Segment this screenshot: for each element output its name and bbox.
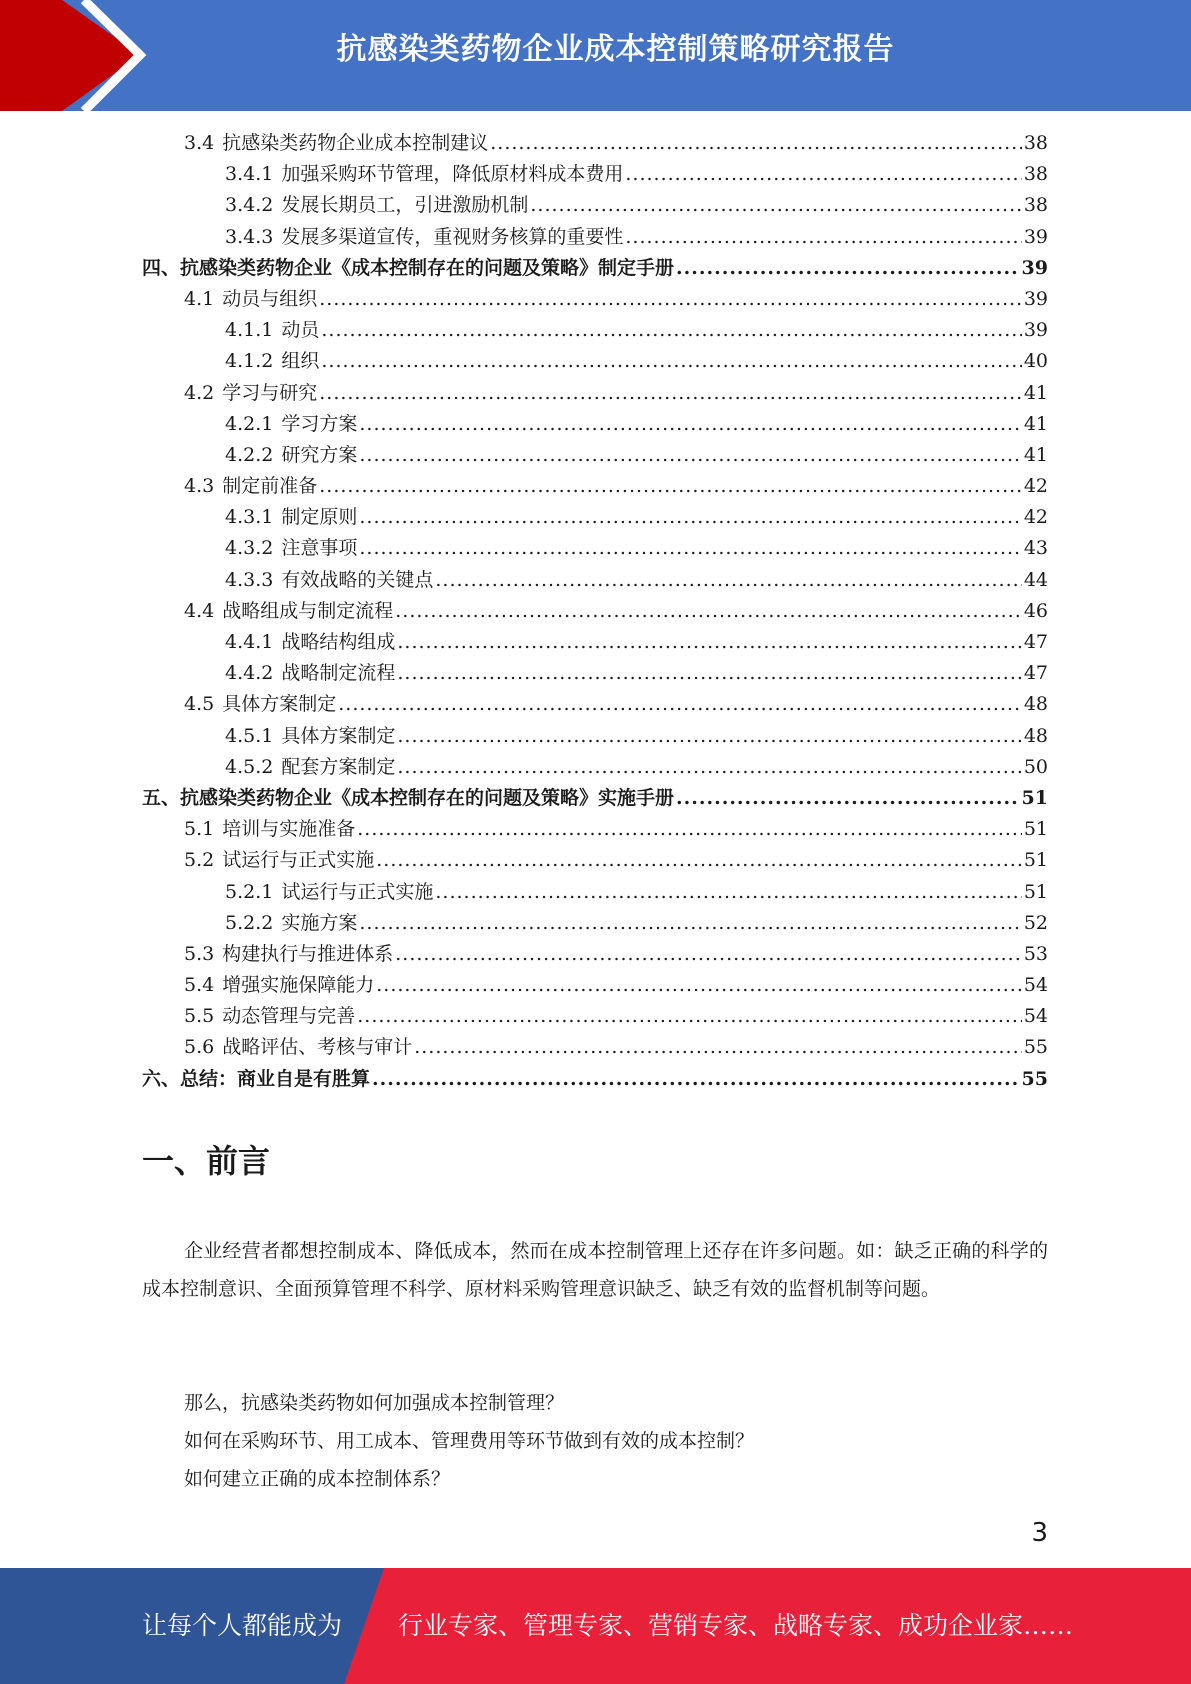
toc-leader-dots xyxy=(397,721,1021,752)
page-header xyxy=(0,0,1191,111)
toc-entry-number: 4.1.2 xyxy=(225,350,274,373)
toc-entry-title: 动员 xyxy=(281,319,320,342)
toc-entry-number: 4.1 xyxy=(184,287,215,310)
toc-entry-title: 配套方案制定 xyxy=(281,755,396,778)
toc-entry-title: 试运行与正式实施 xyxy=(281,880,434,903)
toc-entry-number: 4.3.2 xyxy=(225,537,274,560)
toc-entry[interactable] xyxy=(142,471,1048,502)
toc-entry[interactable] xyxy=(142,1064,1048,1095)
toc-entry-number: 5.2.1 xyxy=(225,880,274,903)
footer-slogan-left: 让每个人都能成为 xyxy=(142,1611,343,1640)
toc-entry-number: 4.3 xyxy=(184,475,215,498)
toc-entry-title: 试运行与正式实施 xyxy=(222,849,375,872)
toc-leader-dots xyxy=(414,1032,1022,1063)
table-of-contents xyxy=(142,128,1048,1095)
toc-leader-dots xyxy=(397,658,1021,689)
toc-entry-page: 48 xyxy=(1023,724,1048,747)
toc-leader-dots xyxy=(435,565,1021,596)
question-item: 那么，抗感染类药物如何加强成本控制管理？ xyxy=(184,1392,565,1414)
toc-entry-title: 有效战略的关键点 xyxy=(281,568,434,591)
toc-entry-page: 50 xyxy=(1023,755,1048,778)
toc-entry[interactable] xyxy=(142,970,1048,1001)
toc-entry[interactable] xyxy=(142,159,1048,190)
toc-entry-number: 4.5.1 xyxy=(225,724,274,747)
toc-entry[interactable] xyxy=(142,939,1048,970)
toc-entry-number: 4.5.2 xyxy=(225,755,274,778)
toc-entry-page: 54 xyxy=(1023,974,1048,997)
toc-entry-page: 40 xyxy=(1023,350,1048,373)
section-heading: 一、前言 xyxy=(142,1142,271,1180)
toc-entry-number: 4.2 xyxy=(184,381,215,404)
toc-leader-dots xyxy=(359,502,1021,533)
toc-entry-number: 4.2.2 xyxy=(225,443,274,466)
toc-entry-number: 5.4 xyxy=(184,974,215,997)
toc-leader-dots xyxy=(397,627,1021,658)
toc-leader-dots xyxy=(490,128,1022,159)
toc-entry[interactable] xyxy=(142,253,1048,284)
toc-entry-title: 研究方案 xyxy=(281,443,358,466)
toc-leader-dots xyxy=(676,783,1020,814)
toc-entry[interactable] xyxy=(142,440,1048,471)
toc-entry[interactable] xyxy=(142,378,1048,409)
toc-leader-dots xyxy=(321,346,1021,377)
toc-entry-title: 组织 xyxy=(281,350,320,373)
toc-entry[interactable] xyxy=(142,533,1048,564)
toc-entry-page: 54 xyxy=(1023,1005,1048,1028)
toc-entry-page: 42 xyxy=(1023,475,1048,498)
toc-entry[interactable] xyxy=(142,346,1048,377)
toc-leader-dots xyxy=(395,596,1022,627)
toc-entry-title: 发展多渠道宣传，重视财务核算的重要性 xyxy=(281,225,624,248)
toc-entry-title: 四、抗感染类药物企业《成本控制存在的问题及策略》制定手册 xyxy=(142,256,675,279)
toc-entry-page: 47 xyxy=(1023,662,1048,685)
toc-entry-number: 4.4 xyxy=(184,599,215,622)
toc-leader-dots xyxy=(397,752,1021,783)
toc-entry-title: 培训与实施准备 xyxy=(222,818,356,841)
toc-leader-dots xyxy=(359,409,1021,440)
toc-entry-page: 51 xyxy=(1023,880,1048,903)
toc-entry-page: 53 xyxy=(1023,942,1048,965)
toc-entry-number: 4.5 xyxy=(184,693,215,716)
toc-leader-dots xyxy=(625,222,1021,253)
toc-entry-number: 5.5 xyxy=(184,1005,215,1028)
question-list xyxy=(184,1384,754,1498)
toc-entry-title: 抗感染类药物企业成本控制建议 xyxy=(222,132,489,154)
toc-entry[interactable] xyxy=(142,284,1048,315)
toc-entry[interactable] xyxy=(142,1032,1048,1063)
toc-entry[interactable] xyxy=(142,596,1048,627)
toc-entry-page: 39 xyxy=(1023,319,1048,342)
toc-entry[interactable] xyxy=(142,658,1048,689)
toc-entry-title: 五、抗感染类药物企业《成本控制存在的问题及策略》实施手册 xyxy=(142,786,675,809)
toc-entry[interactable] xyxy=(142,814,1048,845)
toc-entry[interactable] xyxy=(142,565,1048,596)
toc-entry-page: 55 xyxy=(1023,1036,1048,1059)
toc-entry[interactable] xyxy=(142,908,1048,939)
toc-entry-title: 发展长期员工，引进激励机制 xyxy=(281,194,529,217)
toc-entry-title: 动员与组织 xyxy=(222,287,318,310)
toc-entry-page: 41 xyxy=(1023,412,1048,435)
toc-leader-dots xyxy=(319,378,1022,409)
toc-entry-page: 38 xyxy=(1023,163,1048,186)
toc-entry-page: 51 xyxy=(1023,818,1048,841)
toc-entry-page: 51 xyxy=(1021,786,1048,809)
toc-entry[interactable] xyxy=(142,689,1048,720)
toc-entry-title: 动态管理与完善 xyxy=(222,1005,356,1028)
toc-entry-title: 实施方案 xyxy=(281,911,358,934)
toc-entry-title: 战略结构组成 xyxy=(281,631,396,653)
toc-leader-dots xyxy=(435,877,1021,908)
toc-entry-page: 42 xyxy=(1023,506,1048,529)
toc-entry-page: 39 xyxy=(1021,256,1048,279)
toc-leader-dots xyxy=(625,159,1021,190)
toc-entry[interactable] xyxy=(142,783,1048,814)
toc-leader-dots xyxy=(376,845,1022,876)
toc-entry-number: 3.4.3 xyxy=(225,225,274,248)
toc-entry[interactable] xyxy=(142,502,1048,533)
toc-leader-dots xyxy=(321,315,1021,346)
toc-entry[interactable] xyxy=(142,190,1048,221)
toc-entry-title: 制定前准备 xyxy=(222,475,318,498)
toc-entry-page: 46 xyxy=(1023,599,1048,622)
toc-entry-number: 5.2 xyxy=(184,849,215,872)
toc-entry-title: 制定原则 xyxy=(281,506,358,529)
toc-entry[interactable] xyxy=(142,721,1048,752)
page-footer xyxy=(0,1568,1191,1684)
toc-entry-title: 注意事项 xyxy=(281,537,358,560)
question-item: 如何在采购环节、用工成本、管理费用等环节做到有效的成本控制？ xyxy=(184,1430,755,1452)
toc-leader-dots xyxy=(338,689,1022,720)
toc-entry-title: 战略组成与制定流程 xyxy=(222,599,394,622)
toc-entry-page: 48 xyxy=(1023,693,1048,716)
toc-entry[interactable] xyxy=(142,845,1048,876)
toc-entry-number: 5.3 xyxy=(184,942,215,965)
toc-entry-title: 学习方案 xyxy=(281,412,358,435)
toc-leader-dots xyxy=(319,471,1022,502)
toc-entry-page: 41 xyxy=(1023,443,1048,466)
toc-leader-dots xyxy=(372,1064,1020,1095)
toc-entry-number: 4.2.1 xyxy=(225,412,274,435)
toc-entry-number: 4.4.1 xyxy=(225,631,274,653)
toc-entry-page: 55 xyxy=(1021,1067,1048,1090)
toc-entry-number: 3.4.1 xyxy=(225,163,274,186)
toc-entry-title: 增强实施保障能力 xyxy=(222,974,375,997)
question-item: 如何建立正确的成本控制体系？ xyxy=(184,1468,451,1490)
toc-entry[interactable] xyxy=(142,1001,1048,1032)
toc-entry-title: 具体方案制定 xyxy=(222,693,337,716)
toc-entry-title: 战略评估、考核与审计 xyxy=(222,1036,413,1059)
toc-entry-number: 4.3.1 xyxy=(225,506,274,529)
toc-leader-dots xyxy=(359,908,1021,939)
toc-leader-dots xyxy=(376,970,1022,1001)
toc-entry-number: 4.3.3 xyxy=(225,568,274,591)
toc-entry-title: 战略制定流程 xyxy=(281,662,396,685)
toc-entry-number: 5.1 xyxy=(184,818,215,841)
toc-leader-dots xyxy=(357,1001,1022,1032)
toc-entry-page: 44 xyxy=(1023,568,1048,591)
toc-leader-dots xyxy=(319,284,1022,315)
toc-entry-number: 5.2.2 xyxy=(225,911,274,934)
toc-entry-page: 39 xyxy=(1023,225,1048,248)
toc-entry-page: 51 xyxy=(1023,849,1048,872)
toc-entry-number: 5.6 xyxy=(184,1036,215,1059)
toc-entry-page: 52 xyxy=(1023,911,1048,934)
toc-entry[interactable] xyxy=(142,877,1048,908)
toc-leader-dots xyxy=(530,190,1021,221)
toc-entry-page: 41 xyxy=(1023,381,1048,404)
toc-entry-title: 六、总结：商业自是有胜算 xyxy=(142,1067,371,1090)
toc-entry-page: 38 xyxy=(1023,132,1048,154)
toc-leader-dots xyxy=(357,814,1022,845)
page-number: 3 xyxy=(1031,1518,1048,1548)
toc-entry-number: 4.4.2 xyxy=(225,662,274,685)
toc-leader-dots xyxy=(676,253,1020,284)
toc-entry[interactable] xyxy=(142,128,1048,159)
footer-slogan-right: 行业专家、管理专家、营销专家、战略专家、成功企业家…… xyxy=(398,1611,1074,1640)
toc-leader-dots xyxy=(359,533,1021,564)
document-title: 抗感染类药物企业成本控制策略研究报告 xyxy=(336,32,895,67)
toc-entry[interactable] xyxy=(142,222,1048,253)
toc-entry[interactable] xyxy=(142,409,1048,440)
toc-leader-dots xyxy=(359,440,1021,471)
toc-entry-page: 47 xyxy=(1023,631,1048,653)
toc-entry-title: 加强采购环节管理，降低原材料成本费用 xyxy=(281,163,624,186)
toc-entry-number: 3.4 xyxy=(184,132,215,154)
toc-entry[interactable] xyxy=(142,627,1048,658)
toc-entry-number: 3.4.2 xyxy=(225,194,274,217)
toc-leader-dots xyxy=(395,939,1022,970)
toc-entry-title: 具体方案制定 xyxy=(281,724,396,747)
toc-entry[interactable] xyxy=(142,315,1048,346)
toc-entry-page: 38 xyxy=(1023,194,1048,217)
toc-entry[interactable] xyxy=(142,752,1048,783)
intro-paragraph: 企业经营者都想控制成本、降低成本，然而在成本控制管理上还存在许多问题。如：缺乏正确的科学的成本控制意识、全面预算管理不科学、原材料采购管理意识缺乏、缺乏有效的监督机制等问题。 xyxy=(142,1240,1048,1300)
toc-entry-page: 39 xyxy=(1023,287,1048,310)
toc-entry-number: 4.1.1 xyxy=(225,319,274,342)
toc-entry-title: 构建执行与推进体系 xyxy=(222,942,394,965)
toc-entry-title: 学习与研究 xyxy=(222,381,318,404)
toc-entry-page: 43 xyxy=(1023,537,1048,560)
